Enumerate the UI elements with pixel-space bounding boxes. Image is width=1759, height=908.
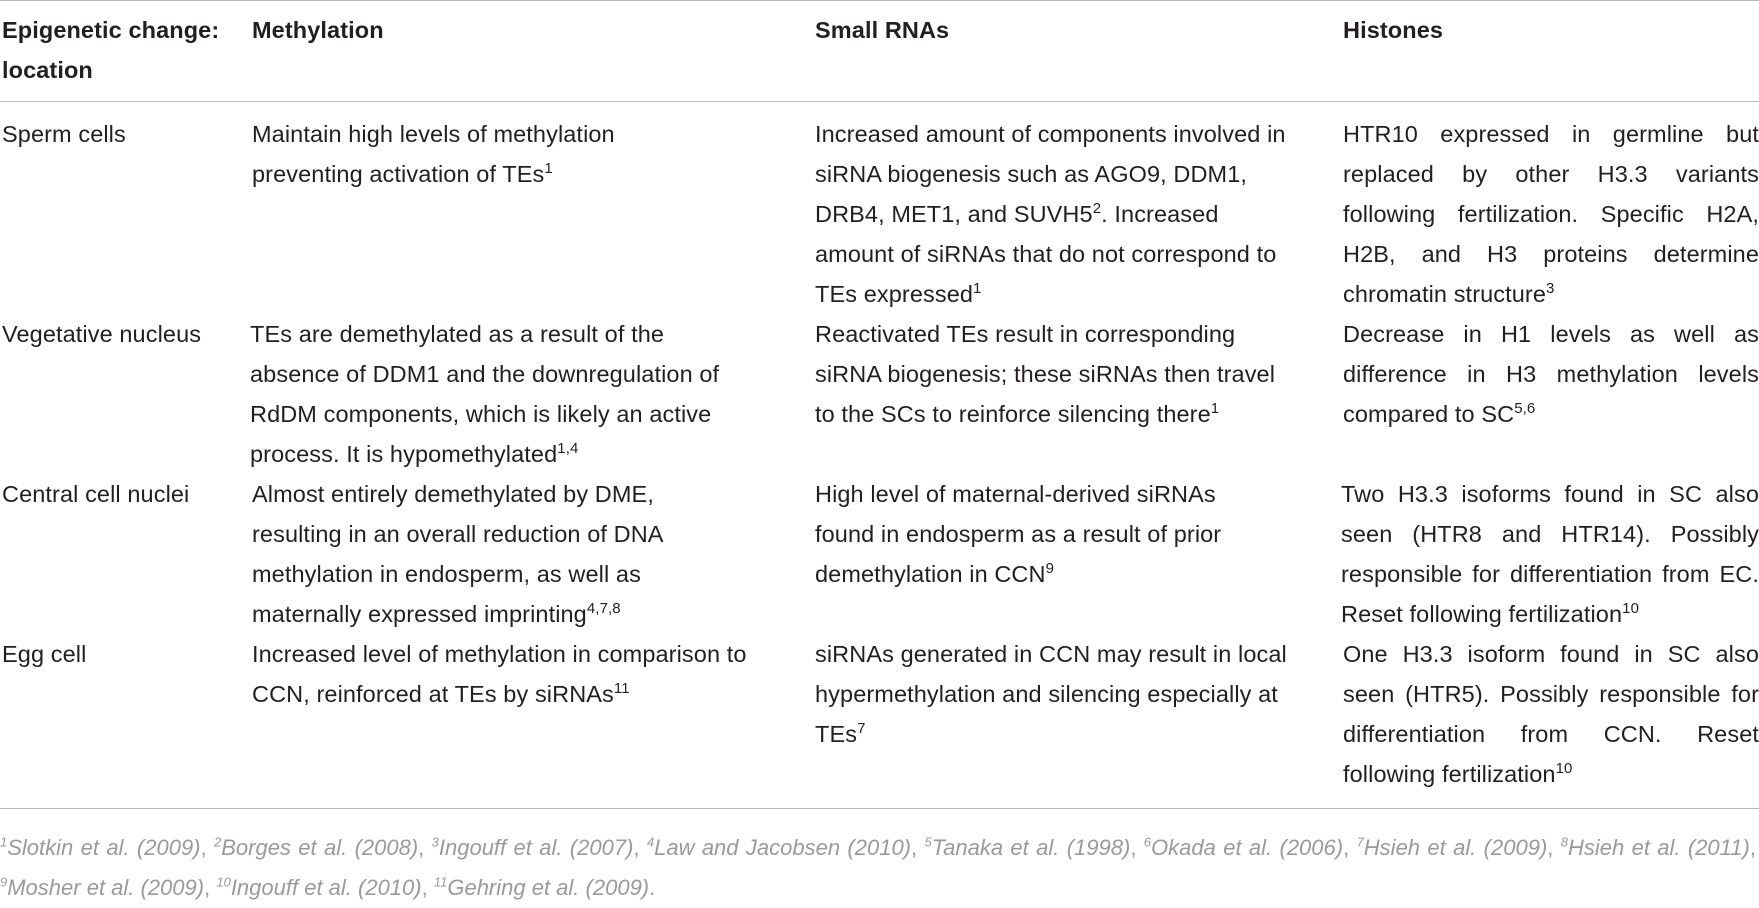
row-central-cell-nuclei-methylation: Almost entirely demethylated by DME, resulting in an overall reduction of DNA methylation in endosperm, as well as maternally expressed imprinting$^{4,7,8}$ [252,481,663,627]
footnote: $^{11}$Gehring et al. (2009) [433,874,650,900]
row-vegetative-nucleus-location: Vegetative nucleus [2,321,202,347]
footnote: $^6$Okada et al. (2006) [1143,834,1344,860]
header-small-rnas: Small RNAs [815,17,950,43]
row-sperm-cells-location: Sperm cells [2,121,126,147]
row-vegetative-nucleus-methylation: TEs are demethylated as a result of the absence of DDM1 and the downregulation of RdDM components, which is likely an active process. It is hypomethylated$^{1,4}$ [250,321,720,467]
top-rule [0,0,1759,1]
header-histones: Histones [1343,17,1444,43]
row-vegetative-nucleus-histones: Decrease in H1 levels as well as difference in H3 methylation levels compared to SC$^{5,6}$ [1343,321,1759,427]
row-sperm-cells-methylation: Maintain high levels of methylation preventing activation of TEs$^1$ [252,121,615,187]
header-location: Epigenetic change: location [2,17,220,83]
row-vegetative-nucleus-small-rnas: Reactivated TEs result in corresponding siRNA biogenesis; these siRNAs then travel to the SCs to reinforce silencing there$^1$ [815,321,1276,427]
row-egg-cell-histones: One H3.3 isoform found in SC also seen (HTR5). Possibly responsible for differentiation from CCN. Reset following fertilization$^{10}$ [1343,641,1759,787]
footnote: $^1$Slotkin et al. (2009) [0,834,201,860]
footnote: $^2$Borges et al. (2008) [213,834,419,860]
footnote: $^{10}$Ingouff et al. (2010) [216,874,422,900]
row-egg-cell-location: Egg cell [2,641,87,667]
table-footnotes: $^1$Slotkin et al. (2009), $^2$Borges et al. (2008), $^3$Ingouff et al. (2007), $^4$Law and Jacobsen (2010), $^5$Tanaka et al. (1998), $^6$Okada et al. (2006), $^7$Hsieh et al. (2009), $^8$Hsieh et al. (2011), $^9$Mosher et al. (2009), $^{10}$Ingouff et al. (2010), $^{11}$Gehring et al. (2009). [0,834,1756,900]
row-sperm-cells-small-rnas: Increased amount of components involved in siRNA biogenesis such as AGO9, DDM1, DRB4, MET1, and $SUVH5^2$. Increased amount of siRNAs that do not correspond to TEs expressed$^1$ [815,121,1286,307]
header-methylation: Methylation [252,17,384,43]
row-egg-cell-small-rnas: siRNAs generated in CCN may result in local hypermethylation and silencing especially at TEs$^7$ [815,641,1287,747]
footnote: $^3$Ingouff et al. (2007) [431,834,634,860]
row-sperm-cells-histones: HTR10 expressed in germline but replaced by other H3.3 variants following fertilization. Specific H2A, H2B, and H3 proteins determine chromatin structure$^3$ [1343,121,1759,307]
footnote: $^7$Hsieh et al. (2009) [1356,834,1548,860]
bottom-rule [0,808,1759,809]
footnote: $^4$Law and Jacobsen (2010) [646,834,912,860]
row-central-cell-nuclei-location: Central cell nuclei [2,481,190,507]
footnote: $^5$Tanaka et al. (1998) [924,834,1131,860]
footnote: $^8$Hsieh et al. (2011) [1560,834,1750,860]
row-central-cell-nuclei-histones: Two H3.3 isoforms found in SC also seen (HTR8 and HTR14). Possibly responsible for differentiation from EC. Reset following fertilization$^{10}$ [1341,481,1759,627]
footnote: $^9$Mosher et al. (2009) [0,874,205,900]
row-central-cell-nuclei-small-rnas: High level of maternal-derived siRNAs found in endosperm as a result of prior demethylation in CCN$^9$ [815,481,1222,587]
row-egg-cell-methylation: Increased level of methylation in comparison to CCN, reinforced at TEs by siRNAs$^{11}$ [252,641,747,707]
header-rule [0,101,1759,102]
